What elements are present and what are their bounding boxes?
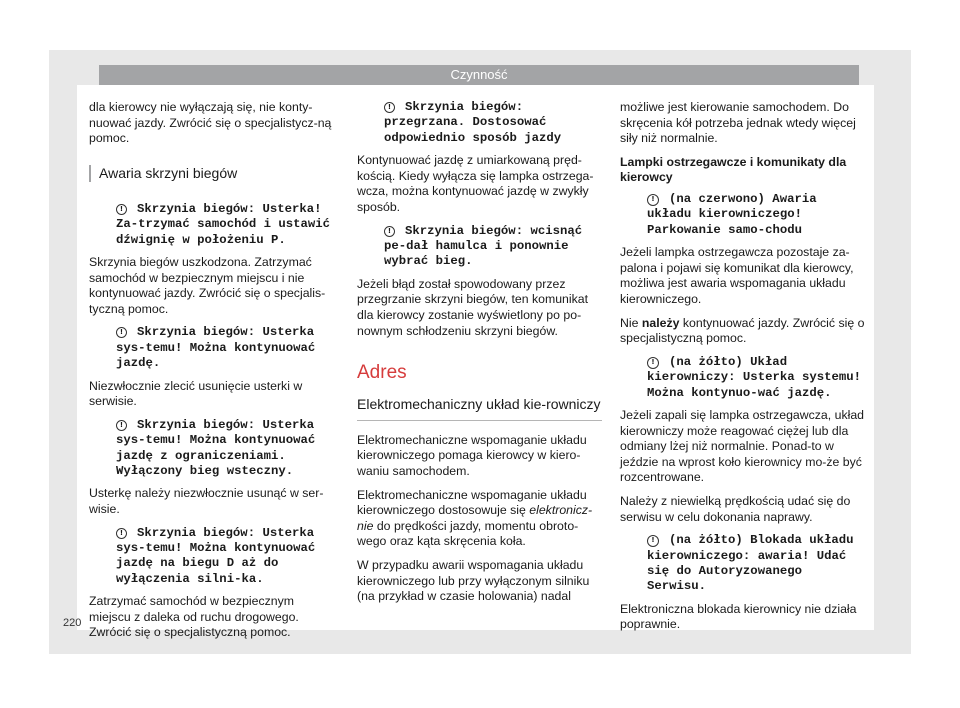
body-text: Elektroniczna blokada kierownicy nie działa poprawnie. <box>620 601 857 632</box>
section-title: Adres <box>357 362 407 384</box>
gearbox-warning-icon: ! <box>116 420 127 431</box>
body-text: Usterkę należy niezwłocznie usunąć w ser-wisie. <box>89 486 324 516</box>
intro-text: dla kierowcy nie wyłączają się, nie konty-nuować jazdy. Zwrócić się o specjalistycz-ną pomoc. <box>89 100 332 146</box>
page-number: 220 <box>63 617 82 629</box>
gearbox-warning-icon: ! <box>384 226 395 237</box>
gearbox-warning-icon: ! <box>116 204 127 215</box>
warning-message: ! Skrzynia biegów: Usterka sys-temu! Można kontynuować jazdę na biegu D aż do wyłączenia silni-ka. <box>116 525 316 586</box>
body-text: Nie należy kontynuować jazdy. Zwrócić się o specjalistyczną pomoc. <box>620 315 865 346</box>
column-1 <box>89 100 334 649</box>
body-text: Jeżeli zapali się lampka ostrzegawcza, układ kierowniczy może reagować ciężej lub dla odmiany lżej niż normalnie. Ponad-to w jeździe na wprost koło kierownicy mo-że być rozcentrowane. <box>620 407 865 485</box>
warning-message: ! (na żółto) Układ kierowniczy: Usterka systemu! Można kontynuo-wać jazdę. <box>647 354 862 400</box>
warning-message: ! Skrzynia biegów: wcisnąć pe-dał hamulca i ponownie wybrać bieg. <box>384 223 583 269</box>
body-text: Skrzynia biegów uszkodzona. Zatrzymać samochód w bezpiecznym miejscu i nie kontynuować jazdy. Zwrócić się o specjalis-tyczną pomoc. <box>89 255 326 316</box>
body-text: Elektromechaniczne wspomaganie układu kierowniczego dostosowuje się elektronicz-nie do prędkości jazdy, momentu obroto-wego oraz kąta skręcenia koła. <box>357 487 593 549</box>
body-text: Zatrzymać samochód w bezpiecznym miejscu z daleka od ruchu drogowego. Zwrócić się o specjalistyczną pomoc. <box>89 594 299 640</box>
warning-message: ! Skrzynia biegów: Usterka! Za-trzymać samochód i ustawić dźwignię w położeniu P. <box>116 201 331 247</box>
gearbox-warning-icon: ! <box>116 327 127 338</box>
subheading: Lampki ostrzegawcze i komunikaty dla kierowcy <box>620 154 847 185</box>
body-text: W przypadku awarii wspomagania układu kierowniczego lub przy wyłączonym silniku (na przykład w czasie holowania) nadal <box>357 557 590 604</box>
body-text: Należy z niewielką prędkością udać się do serwisu w celu dokonania naprawy. <box>620 493 851 524</box>
body-text: Elektromechaniczne wspomaganie układu kierowniczego pomaga kierowcy w kiero-waniu samochodem. <box>357 432 587 478</box>
warning-message: ! Skrzynia biegów: Usterka sys-temu! Można kontynuować jazdę. <box>116 325 316 371</box>
body-text: Niezwłocznie zlecić usunięcie usterki w serwisie. <box>89 378 303 409</box>
subsection-heading: Elektromechaniczny układ kie-rowniczy <box>357 395 602 421</box>
body-text: Kontynuować jazdę z umiarkowaną pręd-kością. Kiedy wyłącza się lampka ostrzega-wcza, można kontynuować jazdę w zwykły sposób. <box>357 153 594 214</box>
steering-warning-icon: ! <box>647 194 659 206</box>
page-header: Czynność <box>99 65 859 85</box>
gearbox-warning-icon: ! <box>116 528 127 539</box>
warning-message: ! (na czerwono) Awaria układu kierowniczego! Parkowanie samo-chodu <box>647 191 817 237</box>
section-heading: Awaria skrzyni biegów <box>89 165 334 182</box>
gearbox-warning-icon: ! <box>384 102 395 113</box>
body-text: możliwe jest kierowanie samochodem. Do skręcenia kół potrzeba jednak wtedy więcej siły niż normalnie. <box>620 100 856 146</box>
steering-warning-icon: ! <box>647 535 659 547</box>
body-text: Jeżeli lampka ostrzegawcza pozostaje za-palona i pojawi się komunikat dla kierowcy, możliwa jest awaria wspomagania układu kierowniczego. <box>620 245 854 306</box>
column-3 <box>620 100 865 641</box>
body-text: Jeżeli błąd został spowodowany przez przegrzanie skrzyni biegów, ten komunikat dla kierowcy zostanie wyświetlony po po-nownym schłodzeniu skrzyni biegów. <box>357 276 589 338</box>
warning-message: ! Skrzynia biegów: przegrzana. Dostosować odpowiednio sposób jazdy <box>384 100 562 145</box>
warning-message: ! Skrzynia biegów: Usterka sys-temu! Można kontynuować jazdę z ograniczeniami. Wyłączony bieg wsteczny. <box>116 417 316 478</box>
warning-message: ! (na żółto) Blokada układu kierowniczego: awaria! Udać się do Autoryzowanego Serwisu. <box>647 533 854 594</box>
steering-warning-icon: ! <box>647 357 659 369</box>
column-2 <box>357 100 602 613</box>
